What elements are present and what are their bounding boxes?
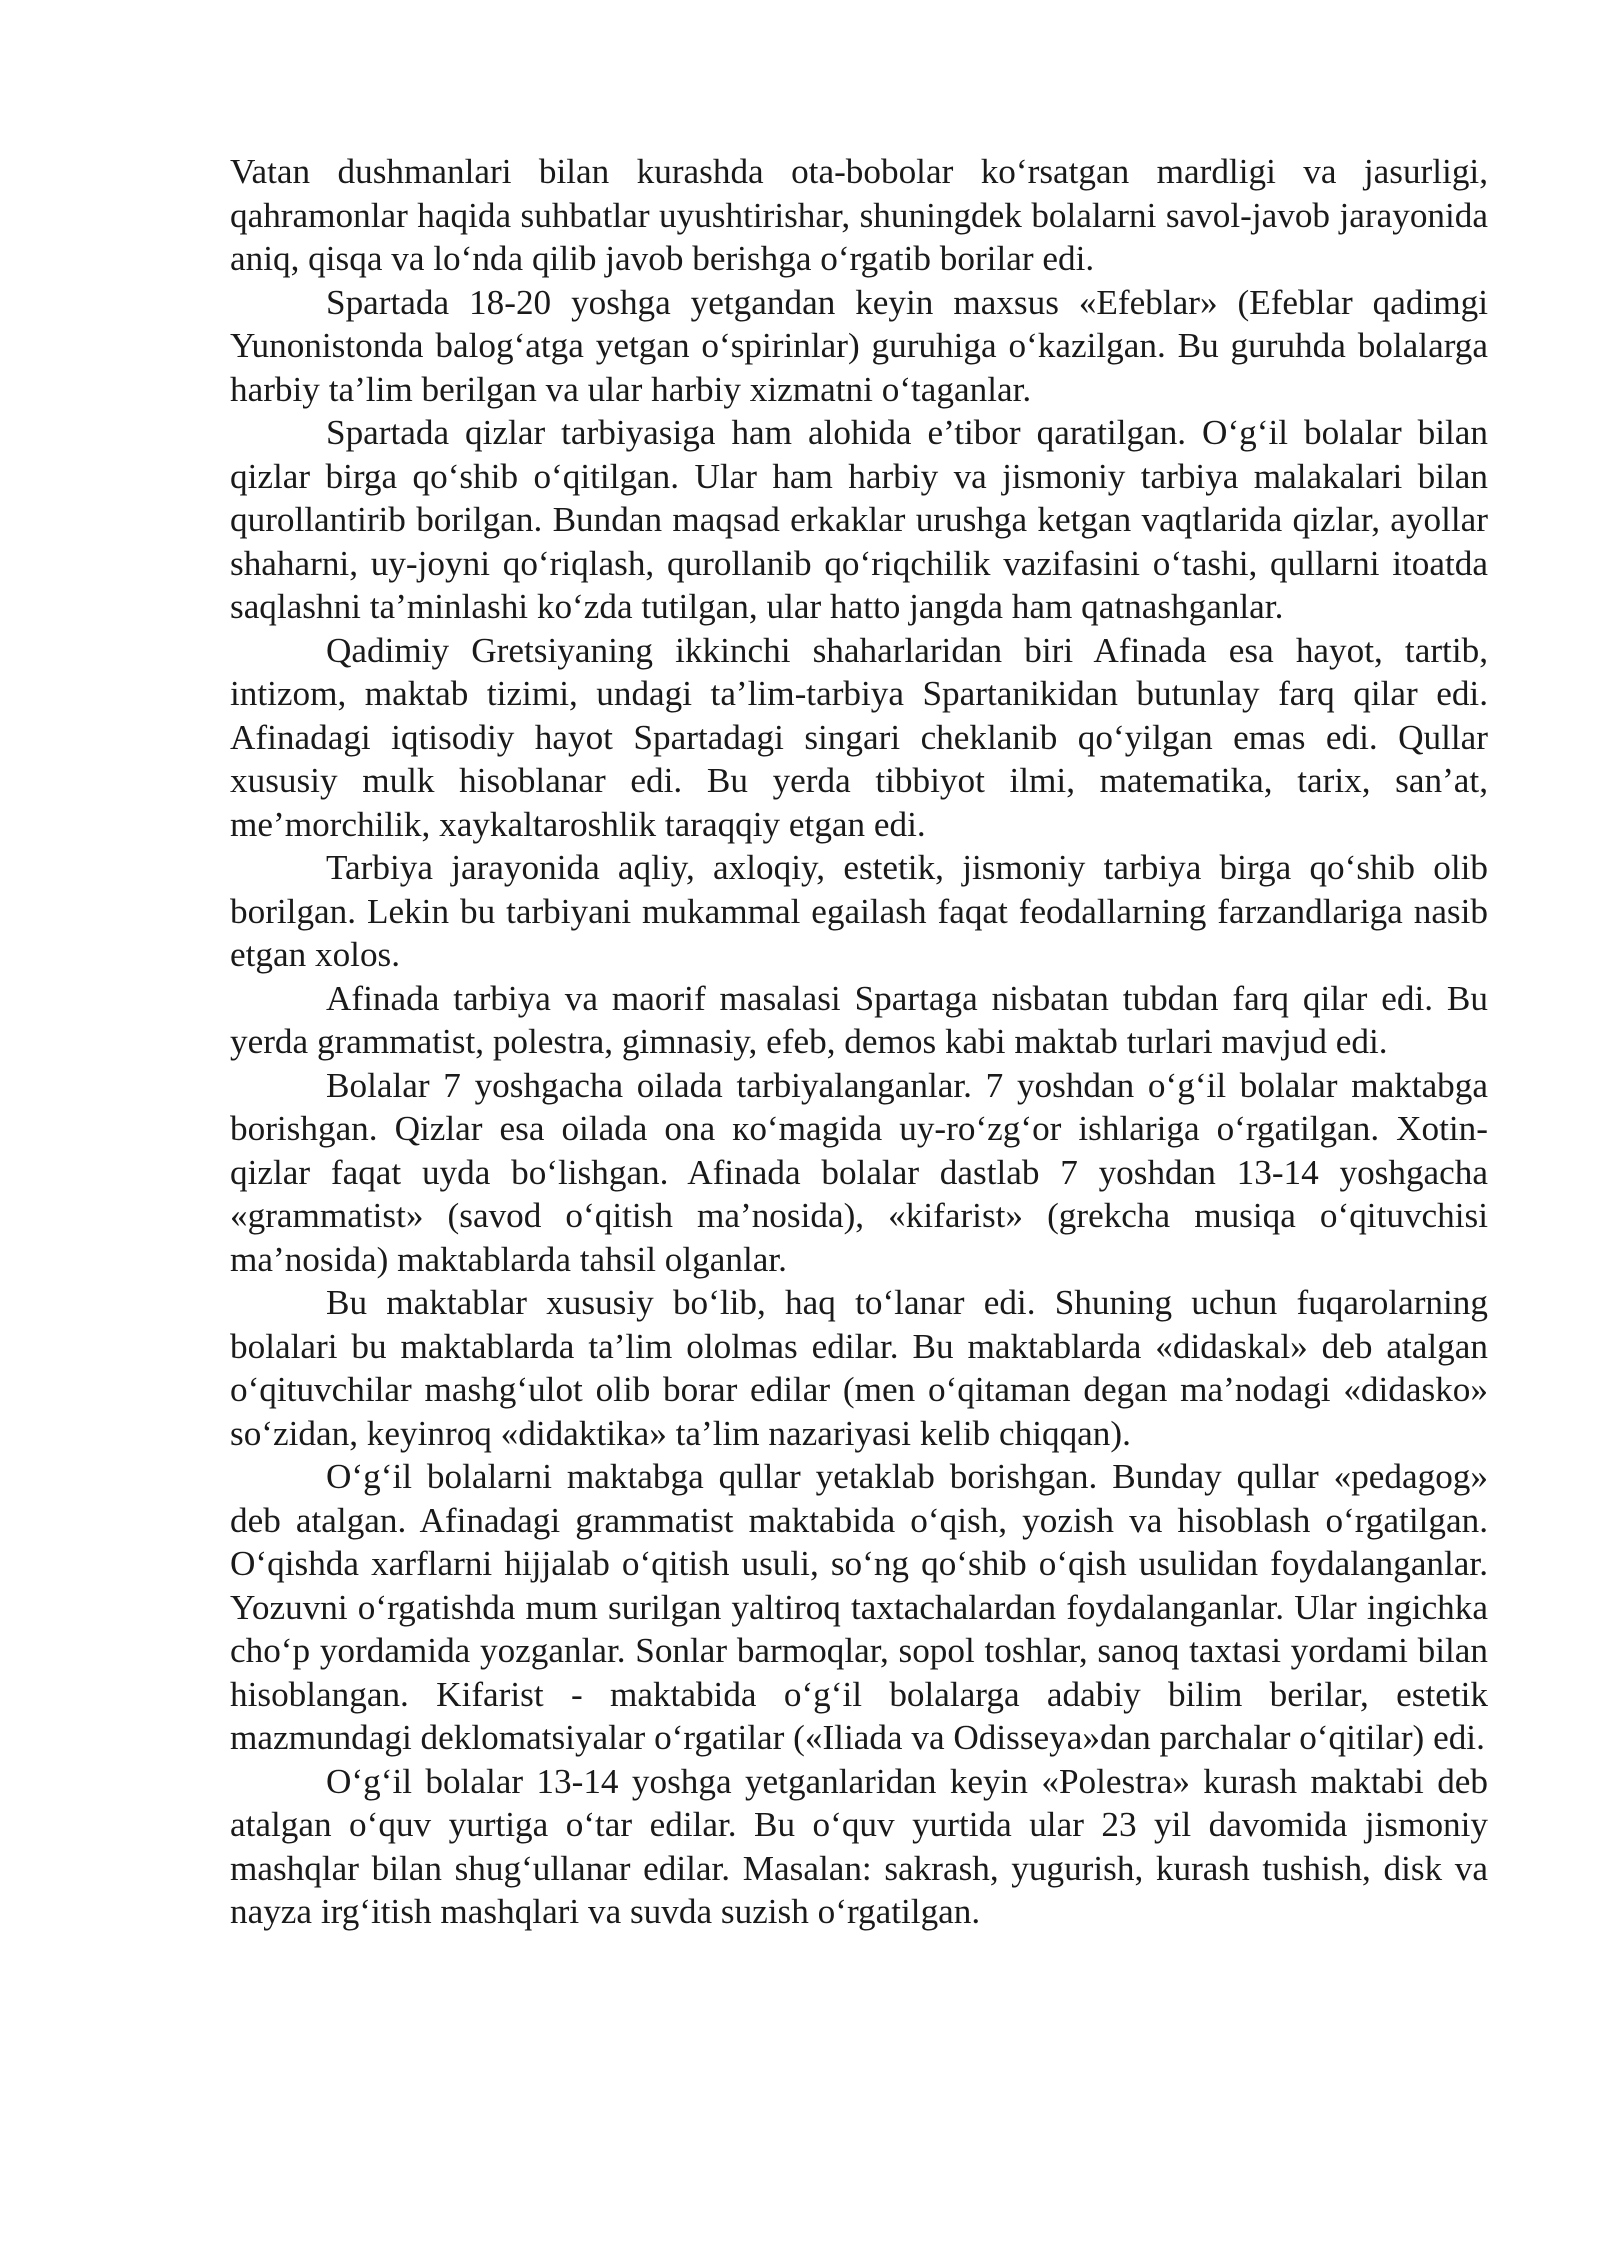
paragraph: O‘g‘il bolalarni maktabga qullar yetaklab borishgan. Bunday qullar «pedagog» deb atalgan. Afinadagi grammatist maktabida o‘qish, yozish va hisoblash o‘rgatilgan. O‘qishda xarflarni hijjalab o‘qitish usuli, so‘ng qo‘shib o‘qish usulidan foydalanganlar. Yozuvni o‘rgatishda mum surilgan yaltiroq taxtachalardan foydalanganlar. Ular ingichka cho‘p yordamida yozganlar. Sonlar barmoqlar, sopol toshlar, sanoq taxtasi yordami bilan hisoblangan. Kifarist - maktabida o‘g‘il bolalarga adabiy bilim berilar, estetik mazmundagi deklomatsiyalar o‘rgatilar («Iliada va Odisseya»dan parchalar o‘qitilar) edi. [230, 1457, 1488, 1757]
paragraph: Spartada qizlar tarbiyasiga ham alohida e’tibor qaratilgan. O‘g‘il bolalar bilan qizlar birga qo‘shib o‘qitilgan. Ular ham harbiy va jismoniy tarbiya malakalari bilan qurollantirib borilgan. Bundan maqsad erkaklar urushga ketgan vaqtlarida qizlar, ayollar shaharni, uy-joyni qo‘riqlash, qurollanib qo‘riqchilik vazifasini o‘tashi, qullarni itoatda saqlashni ta’minlashi ko‘zda tutilgan, ular hatto jangda ham qatnashganlar. [230, 413, 1488, 626]
paragraph: Tarbiya jarayonida aqliy, axloqiy, estetik, jismoniy tarbiya birga qo‘shib olib borilgan. Lekin bu tarbiyani mukammal egailash faqat feodallarning farzandlariga nasib etgan xolos. [230, 848, 1488, 974]
paragraph: Spartada 18-20 yoshga yetgandan keyin maxsus «Efeblar» (Efeblar qadimgi Yunonistonda balog‘atga yetgan o‘spirinlar) guruhiga o‘kazilgan. Bu guruhda bolalarga harbiy ta’lim berilgan va ular harbiy xizmatni o‘taganlar. [230, 282, 1488, 409]
document-page [230, 150, 1488, 1934]
paragraph: O‘g‘il bolalar 13-14 yoshga yetganlaridan keyin «Polestra» kurash maktabi deb atalgan o‘quv yurtiga o‘tar edilar. Bu o‘quv yurtida ular 23 yil davomida jismoniy mashqlar bilan shug‘ullanar edilar. Masalan: sakrash, yugurish, kurash tushish, disk va nayza irg‘itish mashqlari va suvda suzish o‘rgatilgan. [230, 1761, 1488, 1931]
paragraph: Bolalar 7 yoshgacha oilada tarbiyalanganlar. 7 yoshdan o‘g‘il bolalar maktabga borishgan. Qizlar esa oilada ona кo‘magida uy-ro‘zg‘or ishlariga o‘rgatilgan. Xotin-qizlar faqat uyda bo‘lishgan. Afinada bolalar dastlab 7 yoshdan 13-14 yoshgacha «grammatist» (savod o‘qitish ma’nosida), «kifarist» (grekcha musiqa o‘qituvchisi ma’nosida) maktablarda tahsil olganlar. [230, 1065, 1488, 1279]
paragraph: Bu maktablar xususiy bo‘lib, haq to‘lanar edi. Shuning uchun fuqarolarning bolalari bu maktablarda ta’lim ololmas edilar. Bu maktablarda «didaskal» deb atalgan o‘qituvchilar mashg‘ulot olib borar edilar (men o‘qitaman degan ma’nodagi «didasko» so‘zidan, keyinroq «didaktika» ta’lim nazariyasi kelib chiqqan). [230, 1283, 1488, 1453]
paragraph: Qadimiy Gretsiyaning ikkinchi shaharlaridan biri Afinada esa hayot, tartib, intizom, maktab tizimi, undagi ta’lim-tarbiya Spartanikidan butunlay farq qilar edi. Afinadagi iqtisodiy hayot Spartadagi singari cheklanib qo‘yilgan emas edi. Qullar xususiy mulk hisoblanar edi. Bu yerda tibbiyot ilmi, matematika, tarix, san’at, me’morchilik, xaykaltaroshlik taraqqiy etgan edi. [230, 630, 1488, 844]
paragraph: Vatan dushmanlari bilan kurashda ota-bobolar ko‘rsatgan mardligi va jasurligi, qahramonlar haqida suhbatlar uyushtirishar, shuningdek bolalarni savol-javob jarayonida aniq, qisqa va lo‘nda qilib javob berishga o‘rgatib borilar edi. [230, 152, 1488, 278]
paragraph: Afinada tarbiya va maorif masalasi Spartaga nisbatan tubdan farq qilar edi. Bu yerda grammatist, polestra, gimnasiy, efeb, demos kabi maktab turlari mavjud edi. [230, 978, 1488, 1061]
